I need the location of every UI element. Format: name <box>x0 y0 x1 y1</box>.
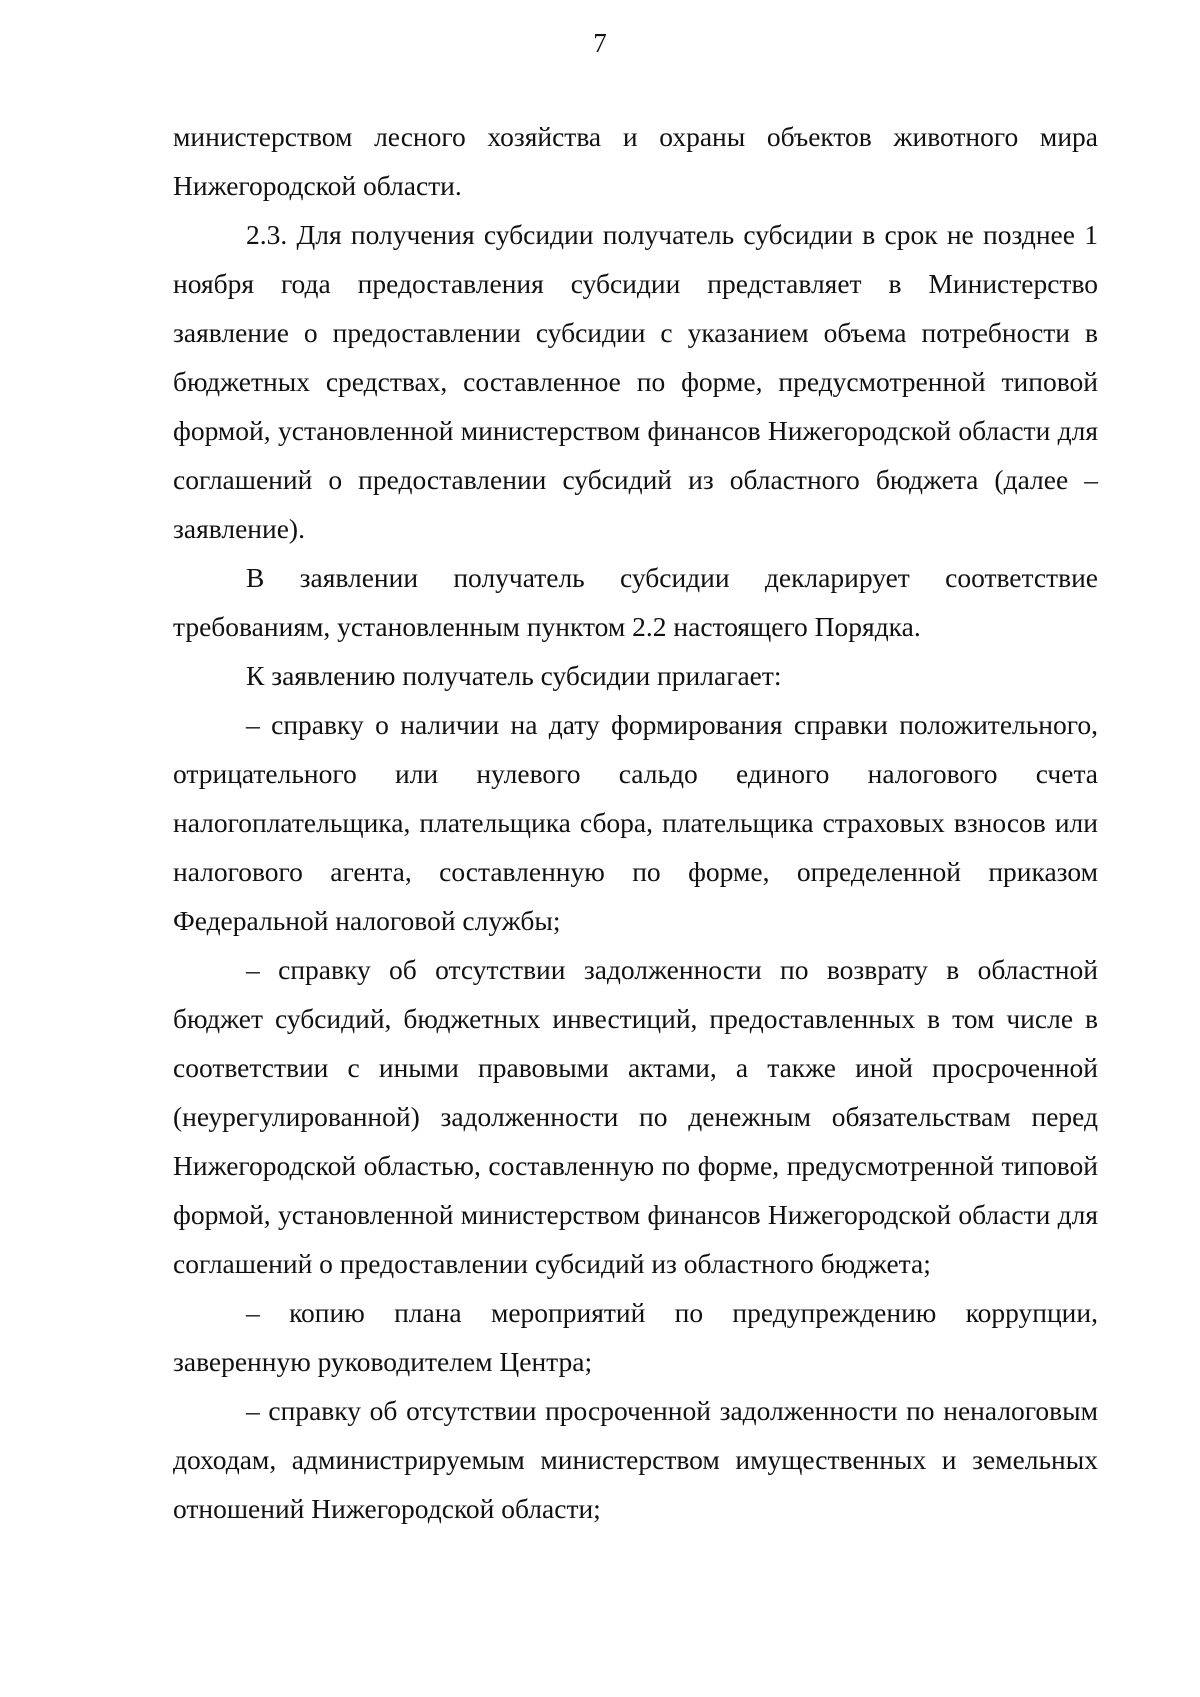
list-item-tax-certificate: – справку о наличии на дату формирования справки положительного, отрицательного или нулевого сальдо единого налогового счета налогоплательщика, плательщика сбора, плательщика страховых взносов или налогового агента, составленную по форме, определенной приказом Федеральной налоговой службы; <box>173 709 1098 936</box>
list-item-anticorruption-plan: – копию плана мероприятий по предупреждению коррупции, заверенную руководителем Центра; <box>173 1297 1098 1377</box>
paragraph-attachments-intro: К заявлению получатель субсидии прилагает: <box>246 660 782 691</box>
document-body <box>173 112 1098 1533</box>
page-number: 7 <box>593 28 607 58</box>
list-item-debt-certificate: – справку об отсутствии задолженности по возврату в областной бюджет субсидий, бюджетных инвестиций, предоставленных в том числе в соответствии с иными правовыми актами, а также иной просроченной (неурегулированной) задолженности по денежным обязательствам перед Нижегородской областью, составленную по форме, предусмотренной типовой формой, установленной министерством финансов Нижегородской области для соглашений о предоставлении субсидий из областного бюджета; <box>173 954 1098 1279</box>
paragraph-clause-2-3: 2.3. Для получения субсидии получатель субсидии в срок не позднее 1 ноября года предоставления субсидии представляет в Министерство заявление о предоставлении субсидии с указанием объема потребности в бюджетных средствах, составленное по форме, предусмотренной типовой формой, установленной министерством финансов Нижегородской области для соглашений о предоставлении субсидий из областного бюджета (далее – заявление). <box>173 219 1098 544</box>
list-item-nontax-debt-certificate: – справку об отсутствии просроченной задолженности по неналоговым доходам, администрируемым министерством имущественных и земельных отношений Нижегородской области; <box>173 1395 1098 1524</box>
paragraph-continuation: министерством лесного хозяйства и охраны объектов животного мира Нижегородской области. <box>173 121 1098 201</box>
paragraph-declaration: В заявлении получатель субсидии декларирует соответствие требованиям, установленным пунктом 2.2 настоящего Порядка. <box>173 562 1098 642</box>
